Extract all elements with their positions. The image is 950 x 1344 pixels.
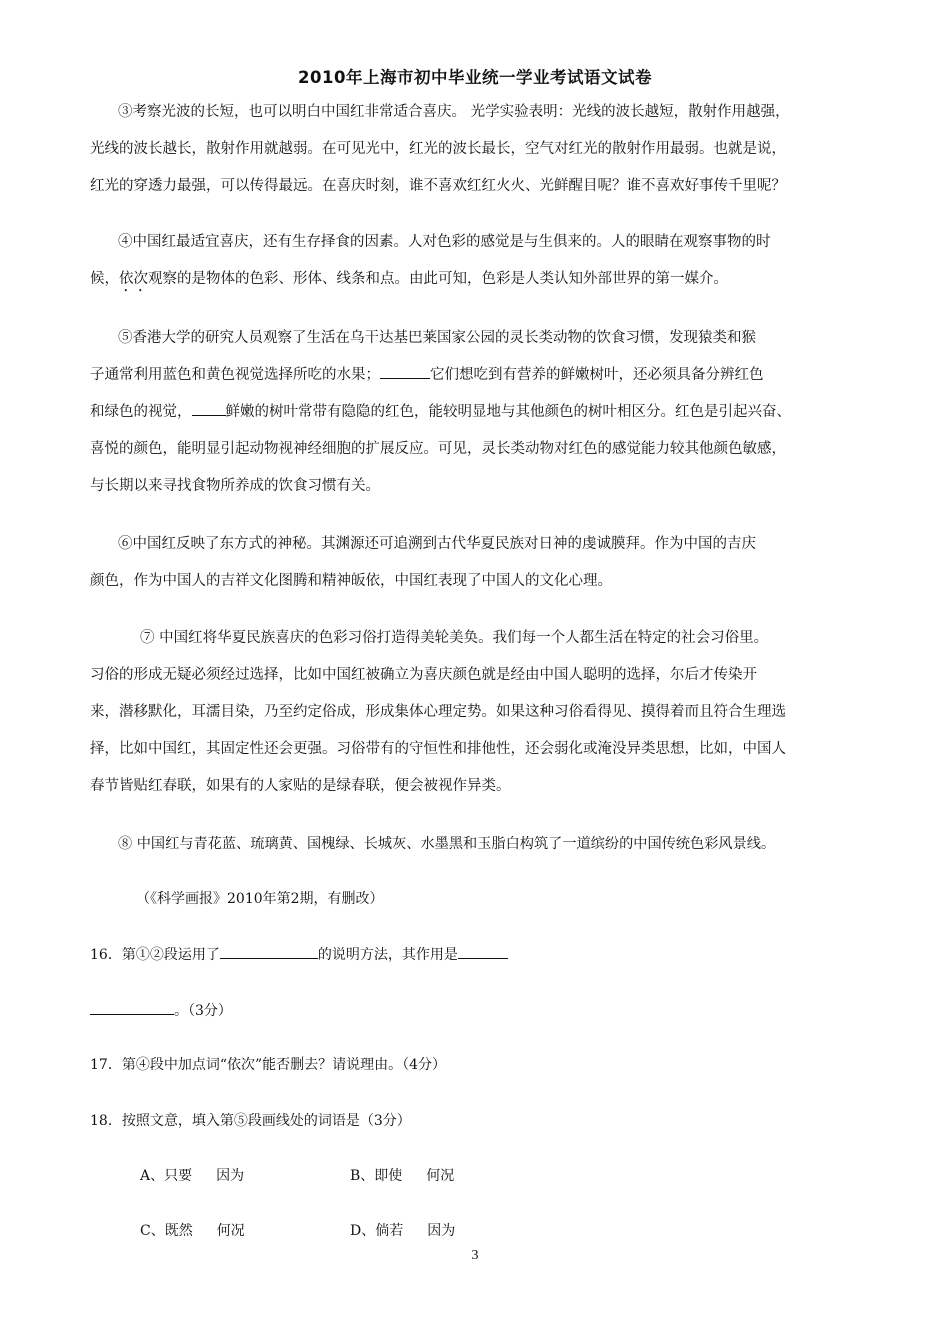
option-label: A、只要 xyxy=(140,1168,193,1184)
paragraph-line: 习俗的形成无疑必须经过选择，比如中国红被确立为喜庆颜色就是经由中国人聪明的选择，尔后才传染开 xyxy=(90,667,757,683)
answer-blank[interactable] xyxy=(458,944,508,959)
emphasized-word: 依次 xyxy=(119,271,148,287)
paragraph-line xyxy=(90,394,880,431)
option-b[interactable] xyxy=(350,1165,454,1185)
option-label: D、倘若 xyxy=(350,1223,404,1239)
paragraph-line xyxy=(90,357,880,394)
paragraph-line: 择，比如中国红，其固定性还会更强。习俗带有的守恒性和排他性，还会弱化或淹没异类思想，比如，中国人 xyxy=(90,741,786,757)
option-label: C、既然 xyxy=(140,1223,193,1239)
paragraph-line: ⑧ 中国红与青花蓝、琉璃黄、国槐绿、长城灰、水墨黑和玉脂白构筑了一道缤纷的中国传统色彩风景线。 xyxy=(118,836,776,852)
paragraph-5-cont xyxy=(90,357,880,505)
option-c[interactable] xyxy=(140,1220,245,1240)
paragraph-line: ③考察光波的长短，也可以明白中国红非常适合喜庆。 光学实验表明：光线的波长越短，散射作用越强， xyxy=(118,104,790,120)
option-d[interactable] xyxy=(350,1220,455,1240)
option-text: 何况 xyxy=(426,1168,455,1184)
option-text: 因为 xyxy=(427,1223,456,1239)
paragraph-7 xyxy=(140,620,880,657)
question-text: 的说明方法，其作用是 xyxy=(317,947,458,963)
option-label: B、即使 xyxy=(350,1168,403,1184)
text-run: 候， xyxy=(90,271,119,287)
paragraph-3 xyxy=(118,94,880,131)
paragraph-4 xyxy=(118,224,880,261)
question-text: 16．第①②段运用了 xyxy=(90,947,220,963)
question-16-cont xyxy=(90,1000,232,1020)
paragraph-6-cont xyxy=(90,563,880,600)
paragraph-line: ④中国红最适宜喜庆，还有生存择食的因素。人对色彩的感觉是与生俱来的。人的眼睛在观察事物的时 xyxy=(118,234,771,250)
paragraph-line xyxy=(90,261,880,298)
text-run: 和绿色的视觉， xyxy=(90,404,192,420)
option-text: 因为 xyxy=(216,1168,245,1184)
text-run: 观察的是物体的色彩、形体、线条和点。由此可知，色彩是人类认知外部世界的第一媒介。 xyxy=(148,271,728,287)
question-16 xyxy=(90,944,508,964)
paragraph-4-cont xyxy=(90,261,880,298)
text-run: 它们想吃到有营养的鲜嫩树叶，还必须具备分辨红色 xyxy=(430,367,764,383)
paragraph-line: 春节皆贴红春联，如果有的人家贴的是绿春联，便会被视作异类。 xyxy=(90,778,511,794)
paragraph-line: 与长期以来寻找食物所养成的饮食习惯有关。 xyxy=(90,478,380,494)
option-a[interactable] xyxy=(140,1165,244,1185)
paragraph-line: 红光的穿透力最强，可以传得最远。在喜庆时刻，谁不喜欢红红火火、光鲜醒目呢？谁不喜欢好事传千里呢？ xyxy=(90,178,786,194)
question-text: 。（3分） xyxy=(174,1003,232,1019)
text-run: 鲜嫩的树叶常带有隐隐的红色，能较明显地与其他颜色的树叶相区分。红色是引起兴奋、 xyxy=(225,404,791,420)
paragraph-3-cont xyxy=(90,131,880,205)
option-text: 何况 xyxy=(216,1223,245,1239)
text-run: 子通常利用蓝色和黄色视觉选择所吃的水果； xyxy=(90,367,380,383)
page-title: 2010年上海市初中毕业统一学业考试语文试卷 xyxy=(298,68,652,87)
paragraph-line: 喜悦的颜色，能明显引起动物视神经细胞的扩展反应。可见，灵长类动物对红色的感觉能力较其他颜色敏感， xyxy=(90,441,786,457)
paragraph-6 xyxy=(118,526,880,563)
paragraph-line: 颜色，作为中国人的吉祥文化图腾和精神皈依，中国红表现了中国人的文化心理。 xyxy=(90,573,612,589)
answer-blank[interactable] xyxy=(90,1000,174,1015)
page-number: 3 xyxy=(471,1248,479,1263)
source-citation: （《科学画报》2010年第2期，有删改） xyxy=(136,891,384,907)
fill-blank-2[interactable] xyxy=(192,401,226,416)
paragraph-line: 光线的波长越长，散射作用就越弱。在可见光中，红光的波长最长，空气对红光的散射作用最弱。也就是说， xyxy=(90,141,786,157)
paragraph-line: ⑦ 中国红将华夏民族喜庆的色彩习俗打造得美轮美奂。我们每一个人都生活在特定的社会习俗里。 xyxy=(140,630,769,646)
paragraph-5 xyxy=(118,320,880,357)
fill-blank-1[interactable] xyxy=(380,364,430,379)
paragraph-7-cont xyxy=(90,657,880,805)
paragraph-line: ⑤香港大学的研究人员观察了生活在乌干达基巴莱国家公园的灵长类动物的饮食习惯，发现猿类和猴 xyxy=(118,330,756,346)
question-17: 17．第④段中加点词“依次”能否删去？请说理由。（4分） xyxy=(90,1057,447,1073)
paragraph-8 xyxy=(118,826,908,863)
answer-blank[interactable] xyxy=(220,944,318,959)
paragraph-line: ⑥中国红反映了东方式的神秘。其渊源还可追溯到古代华夏民族对日神的虔诚膜拜。作为中国的吉庆 xyxy=(118,536,756,552)
paragraph-line: 来，潜移默化，耳濡目染，乃至约定俗成，形成集体心理定势。如果这种习俗看得见、摸得着而且符合生理选 xyxy=(90,704,786,720)
question-18: 18．按照文意，填入第⑤段画线处的词语是（3分） xyxy=(90,1113,411,1129)
